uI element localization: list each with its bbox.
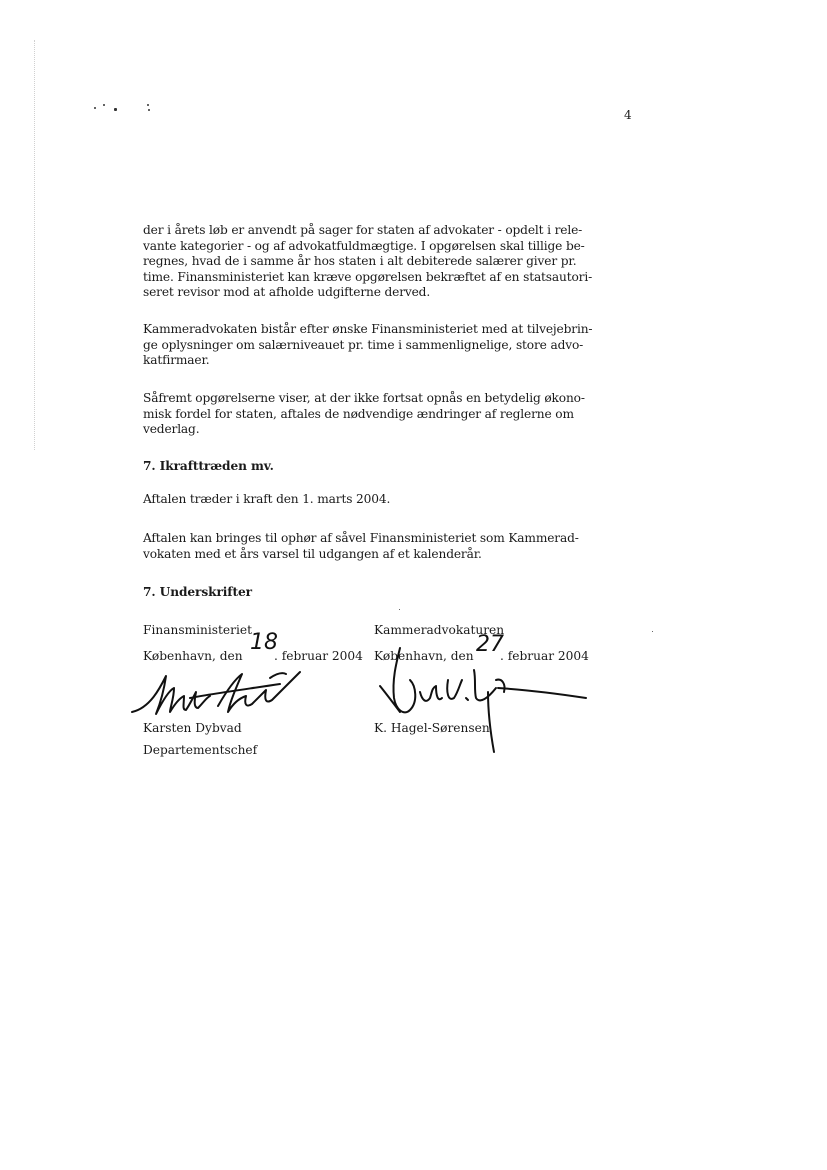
signatory-name-left: Karsten Dybvad bbox=[143, 721, 242, 735]
paragraph-salary-report bbox=[143, 223, 613, 301]
section-heading-underskrifter: 7. Underskrifter bbox=[143, 585, 252, 599]
text-line: vante kategorier - og af advokatfuldmægtige. I opgørelsen skal tillige be- bbox=[143, 238, 585, 253]
section-heading-ikrafttraeden: 7. Ikrafttræden mv. bbox=[143, 459, 274, 473]
organization-right: Kammeradvokaturen bbox=[374, 623, 505, 637]
scan-speck bbox=[148, 109, 150, 111]
scan-speck bbox=[147, 104, 149, 106]
text-line: seret revisor mod at afholde udgifterne derved. bbox=[143, 285, 431, 300]
signatory-name-right: K. Hagel-Sørensen bbox=[374, 721, 490, 735]
scan-edge-artifact bbox=[34, 40, 35, 450]
date-prefix-right: København, den bbox=[374, 649, 474, 663]
text-line: regnes, hvad de i samme år hos staten i alt debiterede salærer giver pr. bbox=[143, 254, 577, 269]
text-line: vokaten med et års varsel til udgangen af et kalenderår. bbox=[143, 546, 482, 561]
text-line: misk fordel for staten, aftales de nødvendige ændringer af reglerne om bbox=[143, 406, 574, 421]
text-line: katfirmaer. bbox=[143, 353, 210, 368]
text-line: Aftalen kan bringes til ophør af såvel Finansministeriet som Kammerad- bbox=[143, 531, 579, 545]
scan-speck bbox=[399, 609, 400, 610]
signature-hagel-sorensen bbox=[370, 640, 590, 760]
scan-speck bbox=[103, 104, 105, 106]
text-line: time. Finansministeriet kan kræve opgørelsen bekræftet af en statsautori- bbox=[143, 269, 593, 284]
date-suffix-left: . februar 2004 bbox=[274, 649, 363, 663]
signatory-title-left: Departementschef bbox=[143, 743, 258, 757]
paragraph-assistance bbox=[143, 322, 613, 369]
text-line: Kammeradvokaten bistår efter ønske Finansministeriet med at tilvejebrin- bbox=[143, 322, 593, 336]
text-line: Såfremt opgørelserne viser, at der ikke fortsat opnås en betydelig økono- bbox=[143, 391, 585, 405]
date-prefix-left: København, den bbox=[143, 649, 243, 663]
text-line: vederlag. bbox=[143, 422, 200, 437]
text-line: ge oplysninger om salærniveauet pr. time i sammenlignelige, store advo- bbox=[143, 337, 584, 352]
page-number: 4 bbox=[624, 108, 632, 122]
paragraph-termination bbox=[143, 531, 613, 562]
text-line: der i årets løb er anvendt på sager for staten af advokater - opdelt i rele- bbox=[143, 223, 583, 237]
handwritten-day-left: 18 bbox=[250, 630, 278, 655]
paragraph-changes bbox=[143, 391, 613, 438]
paragraph-effective-date bbox=[143, 492, 613, 508]
handwritten-day-right: 27 bbox=[476, 632, 504, 657]
organization-left: Finansministeriet bbox=[143, 623, 252, 637]
signature-karsten-dybvad bbox=[130, 668, 310, 728]
scan-speck bbox=[114, 108, 117, 111]
text-line: Aftalen træder i kraft den 1. marts 2004. bbox=[143, 492, 391, 506]
date-suffix-right: . februar 2004 bbox=[500, 649, 589, 663]
scan-speck bbox=[94, 107, 96, 109]
scan-speck bbox=[652, 631, 653, 632]
